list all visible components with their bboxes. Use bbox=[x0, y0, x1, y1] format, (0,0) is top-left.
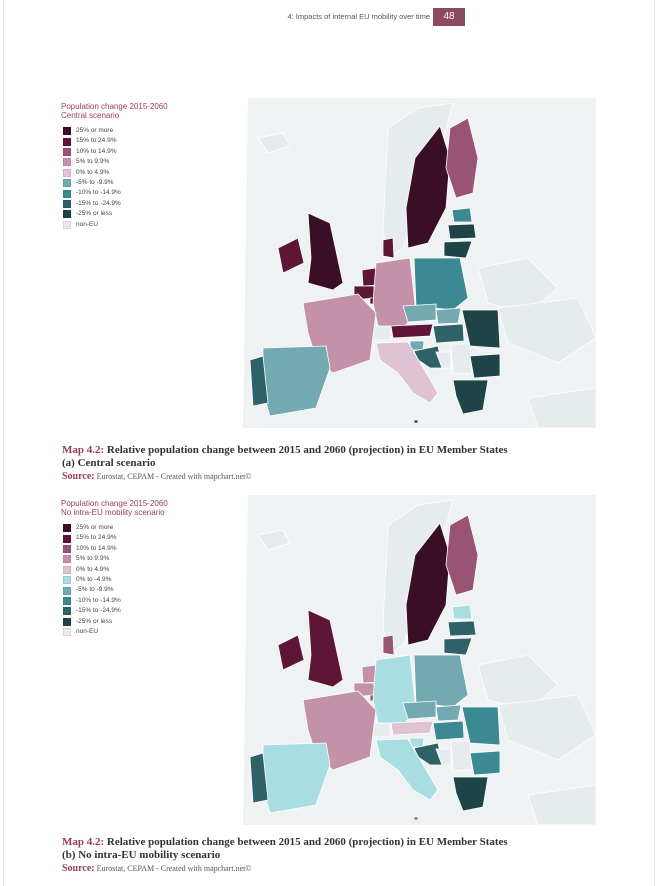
legend-item bbox=[63, 136, 241, 146]
legend-item bbox=[63, 544, 241, 554]
legend-item bbox=[63, 523, 241, 533]
running-header: 4: Impacts of internal EU mobility over time bbox=[287, 12, 430, 21]
legend-swatch bbox=[63, 524, 71, 532]
legend-item bbox=[63, 147, 241, 157]
country-czech bbox=[403, 701, 436, 719]
source-text: Eurostat, CEPAM - Created with mapchart.net© bbox=[96, 472, 252, 481]
legend-list bbox=[63, 523, 241, 637]
map-shapes bbox=[243, 495, 596, 825]
country-austria bbox=[391, 721, 433, 735]
map-shapes bbox=[243, 98, 596, 428]
legend-swatch bbox=[63, 535, 71, 543]
legend-label: -10% to -14.9% bbox=[76, 596, 121, 604]
legend-label: 0% to -4.9% bbox=[76, 575, 112, 583]
legend-label: 15% to 24.9% bbox=[76, 534, 117, 542]
country-hungary bbox=[433, 721, 464, 740]
legend-label: 25% or more bbox=[76, 127, 114, 134]
country-slovakia bbox=[436, 308, 461, 324]
country-denmark bbox=[383, 238, 394, 258]
country-serbia bbox=[451, 344, 472, 374]
legend-label: 0% to 4.9% bbox=[76, 565, 110, 573]
legend-title: Population change 2015-2060 bbox=[61, 499, 168, 508]
legend-swatch bbox=[63, 148, 71, 156]
page-number: 48 bbox=[433, 8, 465, 26]
caption-text: Relative population change between 2015 and 2060 (projection) in EU Member States bbox=[106, 444, 508, 456]
legend-item bbox=[63, 168, 241, 178]
legend-title: Population change 2015-2060 bbox=[61, 102, 168, 111]
caption-label: Map 4.2: bbox=[62, 836, 105, 848]
legend-label: -15% to -24.9% bbox=[76, 607, 121, 615]
country-bulgaria bbox=[470, 751, 500, 775]
legend-item bbox=[63, 565, 241, 575]
country-poland bbox=[414, 655, 468, 707]
legend-item bbox=[63, 596, 241, 606]
legend-item bbox=[63, 220, 241, 230]
legend-swatch bbox=[63, 628, 71, 636]
legend-label: 5% to 9.9% bbox=[76, 158, 110, 166]
legend-label: -25% or less bbox=[76, 210, 113, 218]
country-serbia bbox=[451, 741, 472, 771]
legend-swatch bbox=[63, 169, 71, 177]
source-label: Source: bbox=[62, 471, 95, 482]
legend-swatch bbox=[63, 587, 71, 595]
legend-label: -10% to -14.9% bbox=[76, 189, 121, 197]
legend-swatch bbox=[63, 127, 71, 135]
caption-subtitle: (b) No intra-EU mobility scenario bbox=[62, 849, 221, 861]
country-estonia bbox=[452, 605, 472, 619]
legend-item bbox=[63, 126, 241, 136]
country-denmark bbox=[383, 635, 394, 655]
country-hungary bbox=[433, 324, 464, 343]
legend-item bbox=[63, 617, 241, 627]
legend-swatch bbox=[63, 179, 71, 187]
map-panel-no-mobility bbox=[58, 495, 596, 825]
legend-item bbox=[63, 209, 241, 219]
legend-item bbox=[63, 188, 241, 198]
map-panel-central bbox=[58, 98, 596, 428]
legend-swatch bbox=[63, 221, 71, 229]
legend-item bbox=[63, 606, 241, 616]
legend-item bbox=[63, 585, 241, 595]
legend-list bbox=[63, 126, 241, 230]
legend-label: 10% to 14.9% bbox=[76, 147, 117, 155]
legend-label: -5% to -9.9% bbox=[76, 178, 114, 186]
legend-swatch bbox=[63, 618, 71, 626]
legend-item bbox=[63, 533, 241, 543]
legend-swatch bbox=[63, 607, 71, 615]
legend-label: -5% to -9.9% bbox=[76, 586, 114, 594]
legend-label: -25% or less bbox=[76, 617, 113, 625]
legend-swatch bbox=[63, 576, 71, 584]
legend-label: -15% to -24.9% bbox=[76, 199, 121, 207]
map-legend-central bbox=[61, 102, 241, 248]
country-austria bbox=[391, 324, 433, 338]
country-czech bbox=[403, 304, 436, 322]
country-bulgaria bbox=[470, 354, 500, 378]
legend-item bbox=[63, 627, 241, 637]
legend-swatch bbox=[63, 597, 71, 605]
caption-subtitle: (a) Central scenario bbox=[62, 457, 156, 469]
legend-label: 5% to 9.9% bbox=[76, 555, 110, 563]
country-slovakia bbox=[436, 705, 461, 721]
legend-label: non-EU bbox=[76, 220, 99, 228]
caption-label: Map 4.2: bbox=[62, 444, 105, 456]
legend-label: non-EU bbox=[76, 627, 99, 635]
legend-swatch bbox=[63, 190, 71, 198]
country-latvia bbox=[448, 224, 476, 239]
map-legend-no-mobility bbox=[61, 499, 241, 645]
map-caption-central bbox=[62, 444, 622, 483]
legend-swatch bbox=[63, 200, 71, 208]
legend-item bbox=[63, 157, 241, 167]
legend-item bbox=[63, 178, 241, 188]
legend-subtitle: No intra-EU mobility scenario bbox=[61, 508, 165, 517]
source-text: Eurostat, CEPAM - Created with mapchart.net© bbox=[96, 864, 252, 873]
country-latvia bbox=[448, 621, 476, 636]
legend-label: 25% or more bbox=[76, 524, 114, 531]
legend-label: 10% to 14.9% bbox=[76, 544, 117, 552]
caption-text: Relative population change between 2015 and 2060 (projection) in EU Member States bbox=[106, 836, 508, 848]
legend-swatch bbox=[63, 545, 71, 553]
legend-swatch bbox=[63, 555, 71, 563]
country-poland bbox=[414, 258, 468, 310]
legend-swatch bbox=[63, 566, 71, 574]
legend-label: 0% to 4.9% bbox=[76, 168, 110, 176]
map-caption-no-mobility bbox=[62, 836, 622, 875]
legend-item bbox=[63, 199, 241, 209]
legend-item bbox=[63, 554, 241, 564]
legend-label: 15% to 24.9% bbox=[76, 137, 117, 145]
legend-swatch bbox=[63, 210, 71, 218]
country-malta bbox=[414, 817, 418, 820]
country-estonia bbox=[452, 208, 472, 222]
legend-subtitle: Central scenario bbox=[61, 111, 120, 120]
source-label: Source: bbox=[62, 863, 95, 874]
country-malta bbox=[414, 420, 418, 423]
legend-item bbox=[63, 575, 241, 585]
legend-swatch bbox=[63, 138, 71, 146]
legend-swatch bbox=[63, 158, 71, 166]
